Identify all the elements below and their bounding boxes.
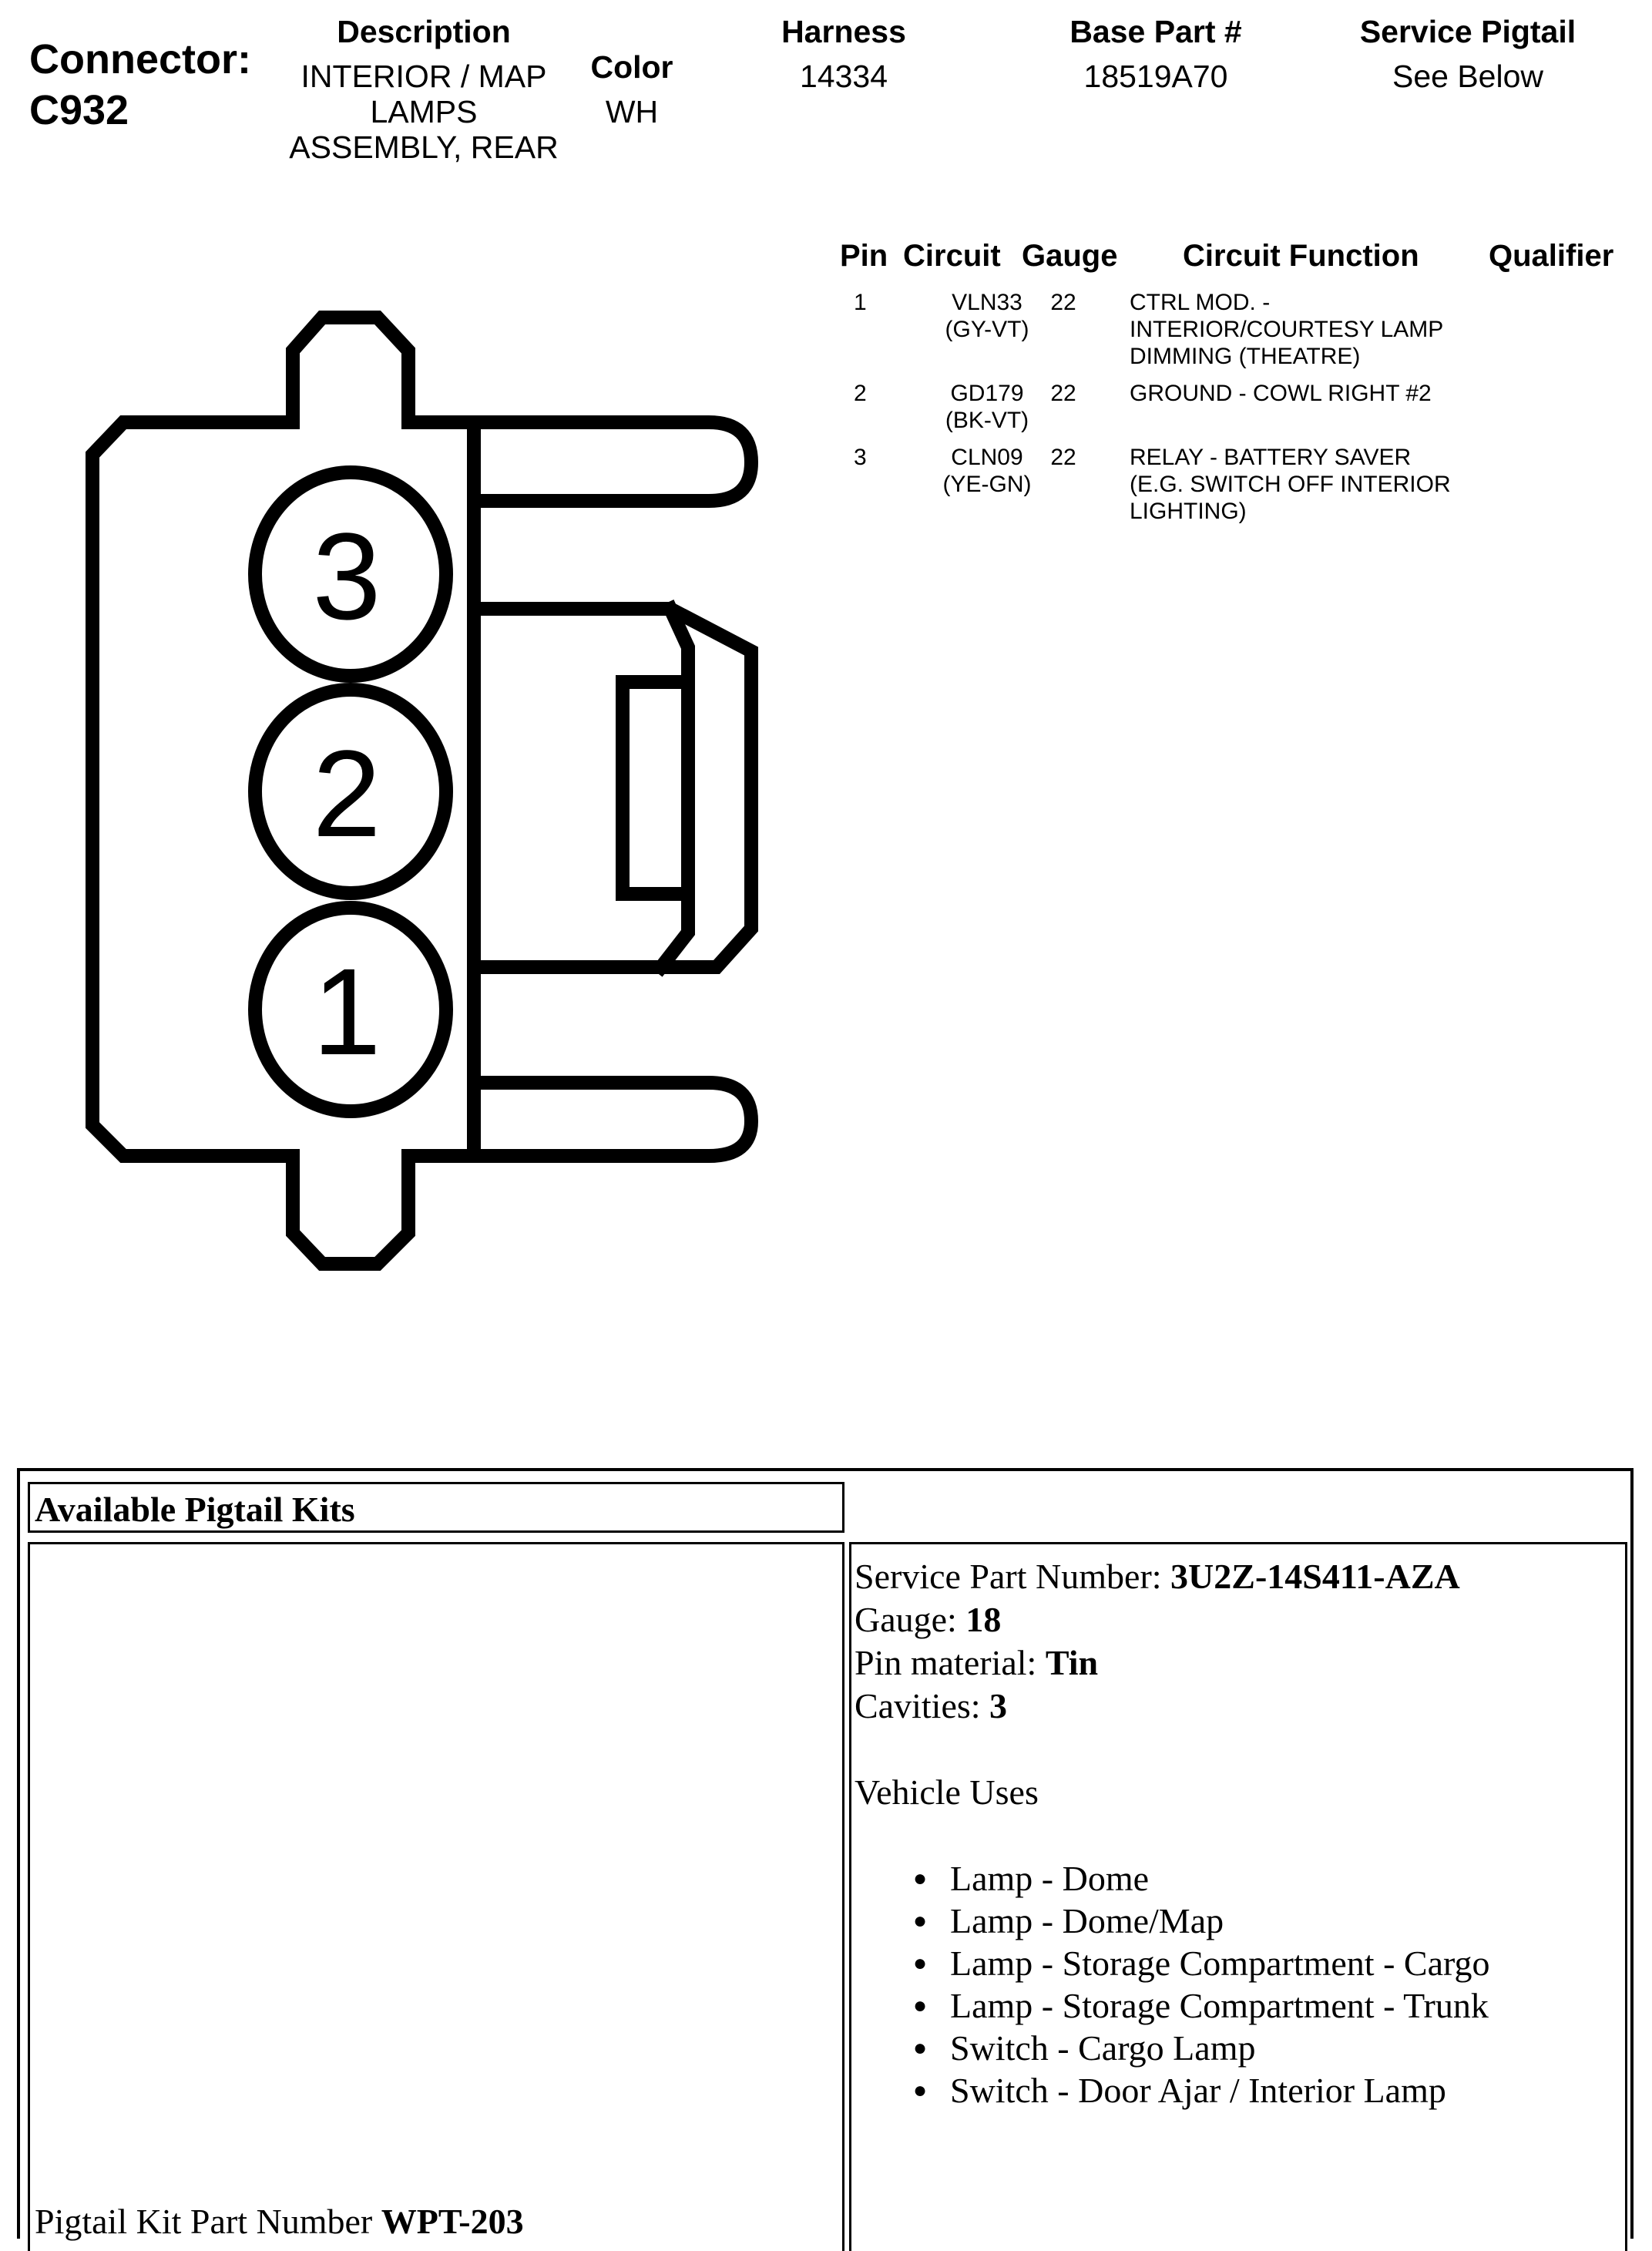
vehicle-use-text: Switch - Door Ajar / Interior Lamp	[950, 2071, 1446, 2110]
circuit-color: (YE-GN)	[942, 472, 1032, 497]
pigtail-details-cell	[849, 1542, 1627, 2251]
gauge-cell: 22	[1050, 290, 1076, 315]
harness-heading: Harness	[781, 14, 906, 49]
gauge-cell: 22	[1050, 381, 1076, 406]
pigtail-kit-part-number	[35, 2201, 524, 2242]
circuit-color: (GY-VT)	[945, 317, 1029, 342]
circuit-code: CLN09	[951, 445, 1023, 470]
bullet-icon: ●	[913, 2035, 928, 2061]
pin-number: 3	[854, 445, 867, 470]
pin-header: Pin	[840, 239, 888, 273]
pigtail-gauge-label: Gauge:	[855, 1600, 966, 1639]
gauge-header: Gauge	[1022, 239, 1118, 273]
list-item	[855, 1900, 1490, 1942]
function-line: DIMMING (THEATRE)	[1130, 344, 1361, 369]
cavities-value: 3	[989, 1686, 1008, 1725]
description-line: LAMPS	[370, 94, 478, 129]
list-item	[855, 1984, 1490, 2027]
vehicle-use-text: Lamp - Dome/Map	[950, 1901, 1224, 1940]
pin-number: 1	[854, 290, 867, 315]
circuit-code: GD179	[950, 381, 1024, 406]
function-line: RELAY - BATTERY SAVER	[1130, 445, 1412, 470]
bullet-icon: ●	[913, 1950, 928, 1976]
bullet-icon: ●	[913, 1993, 928, 2018]
service-pigtail-value: See Below	[1392, 59, 1543, 94]
cavity-3-label: 3	[312, 507, 381, 645]
list-item	[855, 2069, 1490, 2112]
base-part-heading: Base Part #	[1069, 14, 1242, 49]
gauge-cell: 22	[1050, 445, 1076, 470]
pin-material	[855, 1641, 1490, 1685]
list-item	[855, 2027, 1490, 2069]
pin-material-label: Pin material:	[855, 1643, 1046, 1682]
pigtail-kit-value: WPT-203	[381, 2202, 524, 2241]
list-item	[855, 1942, 1490, 1984]
bullet-icon: ●	[913, 2078, 928, 2103]
function-line: LIGHTING)	[1130, 499, 1247, 524]
lock-bracket	[474, 609, 751, 967]
base-part-value: 18519A70	[1083, 59, 1228, 94]
pigtail-title: Available Pigtail Kits	[35, 1490, 355, 1529]
cavity-1-label: 1	[312, 942, 381, 1080]
pin-material-value: Tin	[1045, 1643, 1099, 1682]
function-line: CTRL MOD. -	[1130, 290, 1271, 315]
function-line: GROUND - COWL RIGHT #2	[1130, 381, 1432, 406]
description-line: ASSEMBLY, REAR	[289, 129, 559, 165]
circuit-header: Circuit	[903, 239, 1001, 273]
service-part-value: 3U2Z-14S411-AZA	[1170, 1557, 1460, 1596]
lock-key	[623, 682, 688, 894]
vehicle-use-text: Switch - Cargo Lamp	[950, 2028, 1256, 2068]
color-value: WH	[605, 94, 659, 129]
description-heading: Description	[337, 14, 511, 49]
service-part-number	[855, 1555, 1490, 1598]
pigtail-gauge-value: 18	[965, 1600, 1002, 1639]
function-line: (E.G. SWITCH OFF INTERIOR	[1130, 472, 1451, 497]
color-heading: Color	[590, 49, 673, 85]
circuit-color: (BK-VT)	[945, 408, 1029, 433]
vehicle-use-text: Lamp - Storage Compartment - Cargo	[950, 1944, 1490, 1983]
pigtail-kit-cell	[28, 1542, 844, 2251]
circuit-code: VLN33	[952, 290, 1022, 315]
function-cell	[1130, 289, 1530, 370]
pigtail-title-cell	[28, 1482, 844, 1533]
cavity-2-label: 2	[312, 724, 381, 862]
bullet-icon: ●	[913, 1908, 928, 1934]
list-item	[855, 1857, 1490, 1900]
pigtail-details	[855, 1555, 1490, 2112]
function-cell	[1130, 444, 1530, 525]
vehicle-use-text: Lamp - Dome	[950, 1859, 1150, 1898]
harness-value: 14334	[799, 59, 888, 94]
lower-latch-tab	[474, 1083, 751, 1156]
pigtail-kit-label: Pigtail Kit Part Number	[35, 2202, 381, 2241]
pigtail-gauge	[855, 1598, 1490, 1641]
cavities-label: Cavities:	[855, 1686, 990, 1725]
function-cell	[1130, 380, 1530, 407]
pin-number: 2	[854, 381, 867, 406]
description-line: INTERIOR / MAP	[301, 59, 547, 94]
service-pigtail-heading: Service Pigtail	[1359, 14, 1576, 49]
function-header: Circuit Function	[1183, 239, 1419, 273]
vehicle-uses-title: Vehicle Uses	[855, 1772, 1039, 1812]
cavities	[855, 1685, 1490, 1728]
upper-latch-tab	[474, 422, 751, 501]
bullet-icon: ●	[913, 1866, 928, 1891]
function-line: INTERIOR/COURTESY LAMP	[1130, 317, 1444, 342]
pigtail-kits-table	[17, 1468, 1634, 2239]
connector-id: C932	[29, 87, 129, 133]
service-part-label: Service Part Number:	[855, 1557, 1171, 1596]
connector-label: Connector:	[29, 36, 251, 82]
vehicle-use-text: Lamp - Storage Compartment - Trunk	[950, 1986, 1489, 2025]
qualifier-header: Qualifier	[1489, 239, 1614, 273]
vehicle-uses-list	[855, 1857, 1490, 2112]
